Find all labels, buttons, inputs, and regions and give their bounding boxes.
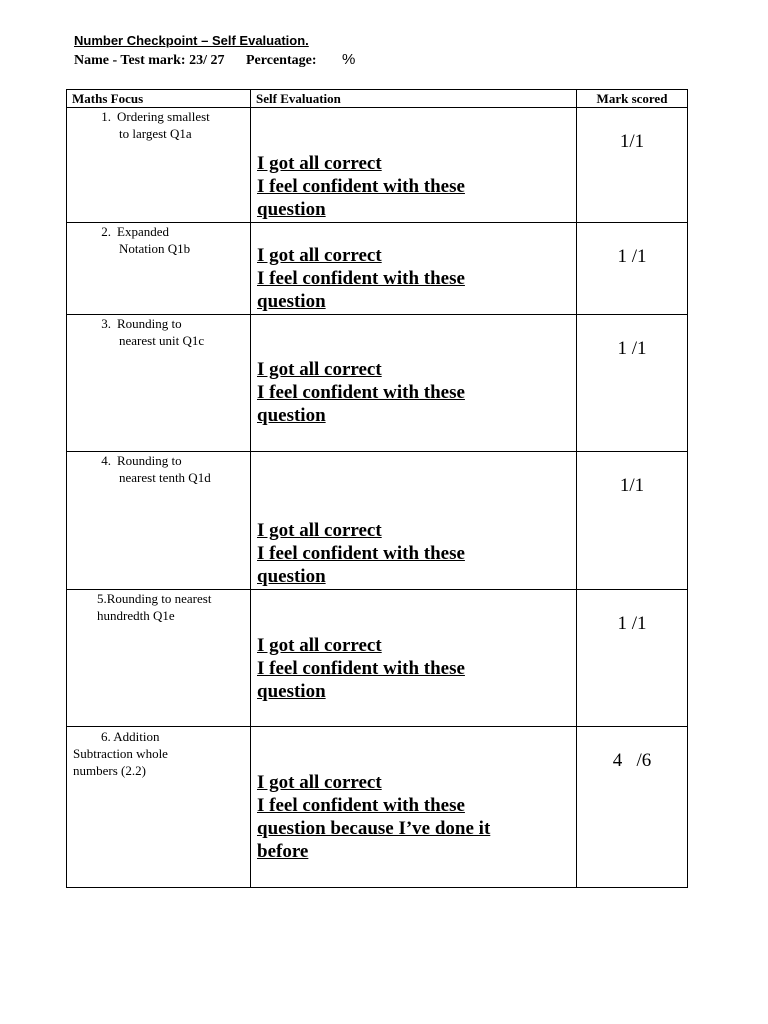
evaluation-text: I got all correct I feel confident with these question because I’ve done it before [257, 772, 491, 862]
mark-scored-cell: 1 /1 [577, 223, 688, 315]
self-evaluation-cell [251, 108, 577, 223]
table-row [67, 223, 688, 315]
header-mark-scored: Mark scored [577, 90, 688, 108]
mark-scored-cell: 1 /1 [577, 590, 688, 727]
focus-text: hundredth Q1e [97, 608, 175, 623]
evaluation-text: I got all correct I feel confident with these question [257, 153, 465, 220]
focus-text: to largest Q1a [119, 126, 192, 141]
focus-number: 3. [101, 316, 111, 331]
self-evaluation-cell [251, 452, 577, 590]
maths-focus-cell [67, 315, 251, 452]
focus-text: Ordering smallest [117, 109, 210, 124]
table-row [67, 315, 688, 452]
mark-scored-cell: 1 /1 [577, 315, 688, 452]
focus-number: 1. [101, 109, 111, 124]
focus-text: Rounding to [117, 316, 182, 331]
test-mark: Name - Test mark: 23/ 27 [74, 53, 225, 68]
maths-focus-cell [67, 223, 251, 315]
self-evaluation-cell [251, 223, 577, 315]
focus-text: 6. Addition [101, 729, 160, 744]
name-line [74, 51, 355, 69]
header-maths-focus: Maths Focus [67, 90, 251, 108]
maths-focus-cell [67, 590, 251, 727]
header-self-evaluation: Self Evaluation [251, 90, 577, 108]
percentage-label: Percentage: [246, 53, 317, 68]
table-row [67, 452, 688, 590]
focus-number: 4. [101, 453, 111, 468]
mark-scored-cell: 1/1 [577, 452, 688, 590]
focus-text: Subtraction whole [73, 746, 168, 761]
self-evaluation-cell [251, 315, 577, 452]
focus-text: Rounding to [117, 453, 182, 468]
focus-text: 5.Rounding to nearest [97, 591, 212, 606]
self-evaluation-table [66, 89, 688, 888]
table-row [67, 590, 688, 727]
document-title: Number Checkpoint – Self Evaluation. [74, 33, 309, 48]
evaluation-text: I got all correct I feel confident with these question [257, 245, 465, 312]
self-evaluation-cell [251, 590, 577, 727]
self-evaluation-cell [251, 727, 577, 888]
maths-focus-cell [67, 108, 251, 223]
table-header-row [67, 90, 688, 108]
table-row [67, 727, 688, 888]
focus-text: nearest tenth Q1d [119, 470, 211, 485]
focus-text: Notation Q1b [119, 241, 191, 256]
focus-number: 2. [101, 224, 111, 239]
evaluation-text: I got all correct I feel confident with these question [257, 520, 465, 587]
evaluation-text: I got all correct I feel confident with these question [257, 359, 465, 426]
maths-focus-cell [67, 727, 251, 888]
maths-focus-cell [67, 452, 251, 590]
percentage-sign: % [341, 51, 356, 68]
evaluation-text: I got all correct I feel confident with these question [257, 635, 465, 702]
mark-scored-cell: 1/1 [577, 108, 688, 223]
focus-text: numbers (2.2) [73, 763, 146, 778]
table-row [67, 108, 688, 223]
focus-text: Expanded [117, 224, 169, 239]
mark-scored-cell: 4 /6 [577, 727, 688, 888]
focus-text: nearest unit Q1c [119, 333, 205, 348]
